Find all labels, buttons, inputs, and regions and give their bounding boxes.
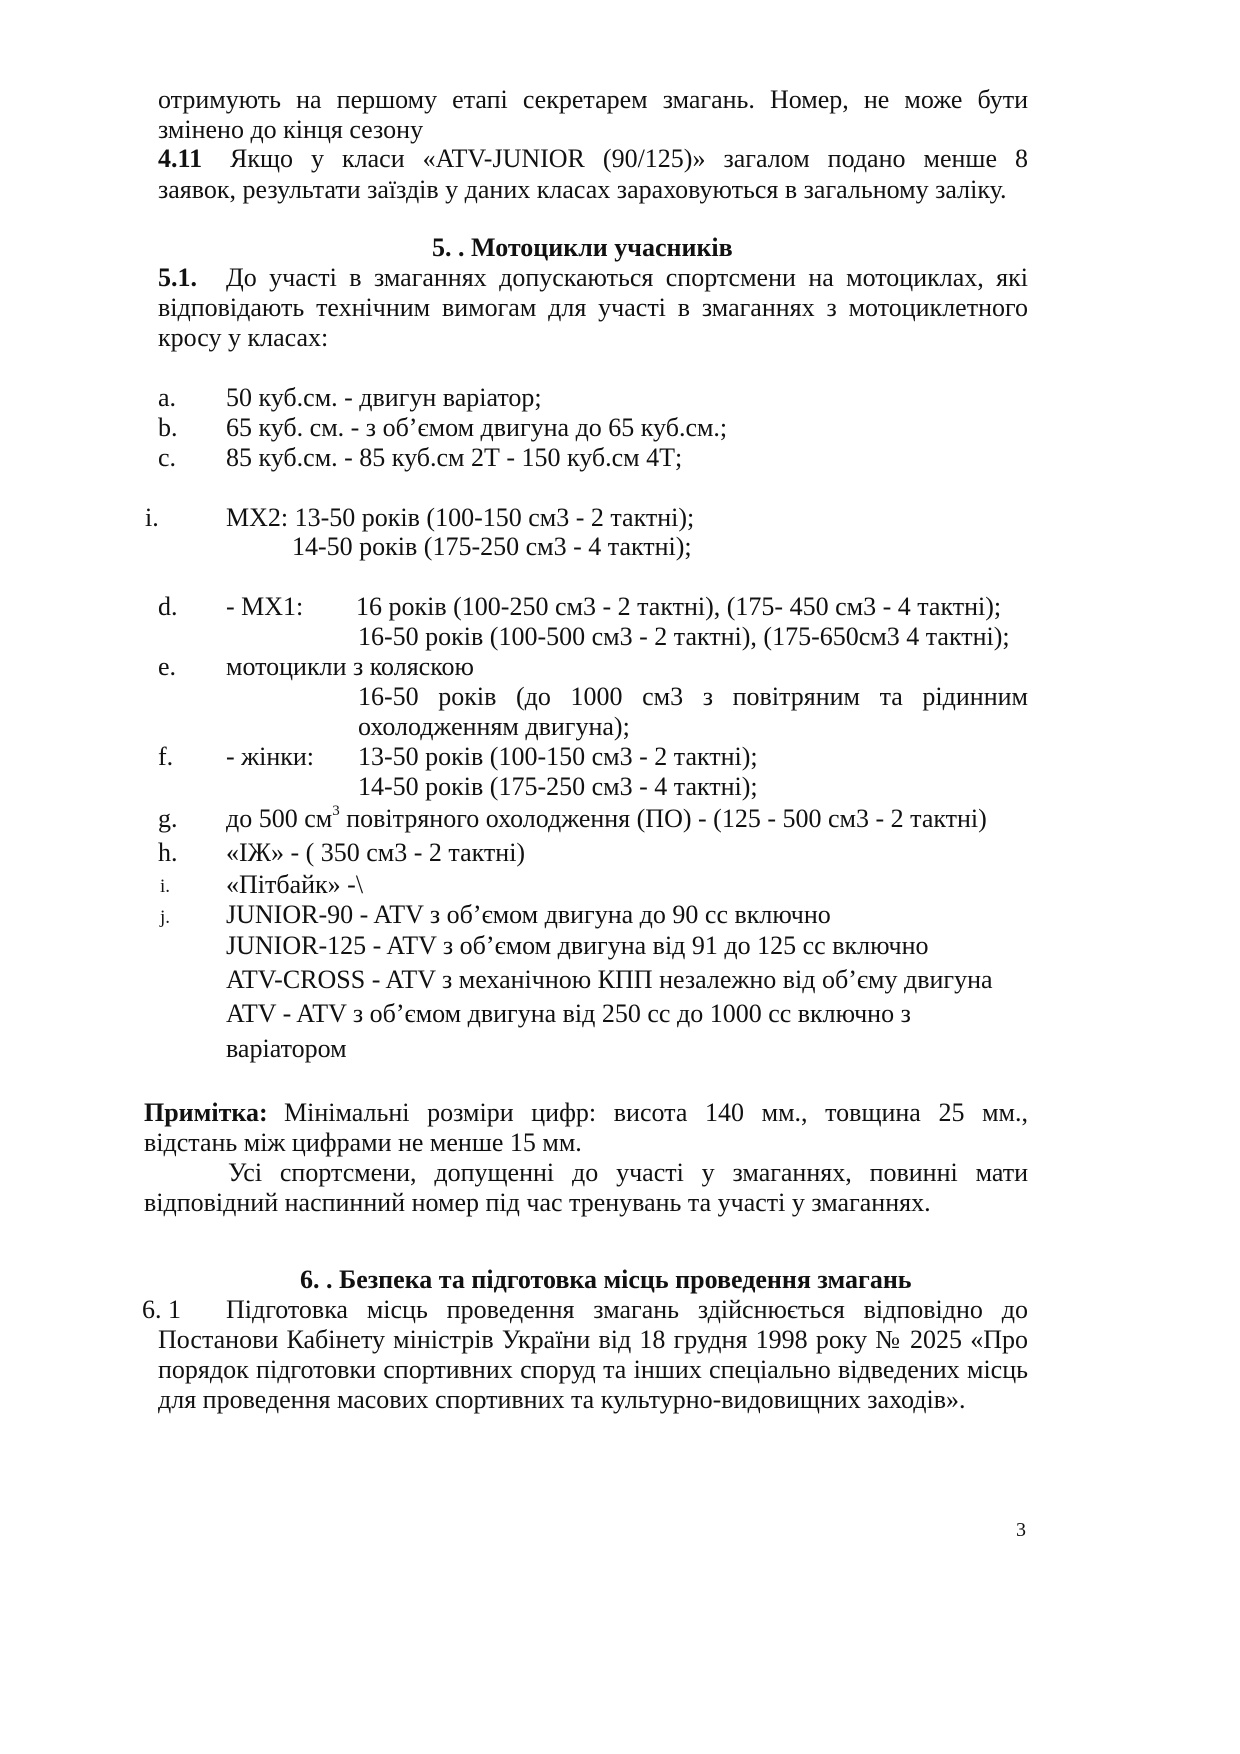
list-label: d. — [158, 592, 178, 621]
paragraph-line: Постанови Кабінету міністрів України від 18 грудня 1998 року № 2025 «Про — [158, 1325, 1028, 1354]
list-item: JUNIOR-125 - ATV з об’ємом двигуна від 91 до 125 сс включно — [226, 931, 929, 960]
clause-number: 5.1. — [158, 263, 197, 292]
list-item-class: - MX1: — [226, 592, 304, 621]
list-item-class: - жінки: — [226, 742, 315, 771]
section-heading: 5. . Мотоцикли учасників — [432, 233, 733, 262]
list-label: j. — [160, 907, 171, 928]
list-item: 65 куб. см. - з об’ємом двигуна до 65 куб.см.; — [226, 413, 728, 442]
list-label: i. — [160, 876, 171, 897]
clause-number: 6. 1 — [142, 1295, 181, 1324]
section-heading: 6. . Безпека та підготовка місць проведення змагань — [300, 1265, 912, 1294]
paragraph-line: відповідний наспинний номер під час тренувань та участі у змаганнях. — [144, 1188, 931, 1217]
paragraph-line: кросу у класах: — [158, 323, 329, 352]
paragraph-line: Якщо у класи «ATV-JUNIOR (90/125)» загалом подано менше 8 — [230, 144, 1028, 173]
list-item: MX2: 13-50 років (100-150 см3 - 2 тактні); — [226, 503, 695, 532]
list-item: мотоцикли з коляскою — [226, 652, 474, 681]
list-item: 16-50 років (до 1000 см3 з повітряним та рідинним — [358, 682, 1028, 711]
paragraph-line: Підготовка місць проведення змагань здійснюється відповідно до — [226, 1295, 1028, 1324]
paragraph-line: До участі в змаганнях допускаються спортсмени на мотоциклах, які — [226, 263, 1028, 292]
list-item: ATV-CROSS - ATV з механічною КПП незалежно від об’єму двигуна — [226, 965, 993, 994]
list-item: ATV - ATV з об’ємом двигуна від 250 сс до 1000 сс включно з — [226, 999, 911, 1028]
list-item: «Пітбайк» -\ — [226, 870, 364, 899]
list-item: 85 куб.см. - 85 куб.см 2Т - 150 куб.см 4Т; — [226, 443, 683, 472]
list-label: h. — [158, 838, 178, 867]
list-item: 14-50 років (175-250 см3 - 4 тактні); — [358, 772, 758, 801]
list-label: e. — [158, 652, 177, 681]
list-item: 13-50 років (100-150 см3 - 2 тактні); — [358, 742, 758, 771]
list-item: варіатором — [226, 1034, 347, 1063]
paragraph-line: порядок підготовки спортивних споруд та інших спеціально відведених місць — [158, 1355, 1028, 1384]
list-item: 14-50 років (175-250 см3 - 4 тактні); — [292, 532, 692, 561]
list-item: «ІЖ» - ( 350 см3 - 2 тактні) — [226, 838, 526, 867]
clause-number: 4.11 — [158, 144, 203, 173]
list-item: до 500 $см^3$ повітряного охолодження (ПО) - (125 - 500 см3 - 2 тактні) — [226, 803, 987, 833]
note-label: Примітка: — [144, 1098, 268, 1127]
paragraph-line: відповідають технічним вимогам для участі в змаганнях з мотоциклетного — [158, 293, 1028, 322]
list-item: 50 куб.см. - двигун варіатор; — [226, 383, 542, 412]
page-number: 3 — [1016, 1519, 1026, 1541]
paragraph-line: Мінімальні розміри цифр: висота 140 мм., товщина 25 мм., — [284, 1098, 1028, 1127]
paragraph-line: заявок, результати заїздів у даних класах зараховуються в загальному заліку. — [158, 175, 1007, 204]
list-label: c. — [158, 443, 177, 472]
list-item: 16 років (100-250 см3 - 2 тактні), (175- 450 см3 - 4 тактні); — [356, 592, 1002, 621]
paragraph-line: відстань між цифрами не менше 15 мм. — [144, 1128, 582, 1157]
paragraph-line: для проведення масових спортивних та культурно-видовищних заходів». — [158, 1385, 966, 1414]
paragraph-line: змінено до кінця сезону — [158, 115, 424, 144]
list-label: i. — [145, 503, 159, 532]
list-label: b. — [158, 413, 178, 442]
paragraph-line: Усі спортсмени, допущенні до участі у змаганнях, повинні мати — [228, 1158, 1028, 1187]
paragraph-line: отримують на першому етапі секретарем змагань. Номер, не може бути — [158, 85, 1028, 114]
list-item: охолодженням двигуна); — [358, 712, 630, 741]
list-label: g. — [158, 804, 178, 833]
list-label: a. — [158, 383, 177, 412]
list-item: 16-50 років (100-500 см3 - 2 тактні), (175-650см3 4 тактні); — [358, 622, 1010, 651]
list-label: f. — [158, 742, 174, 771]
list-item: JUNIOR-90 - ATV з об’ємом двигуна до 90 сс включно — [226, 900, 831, 929]
